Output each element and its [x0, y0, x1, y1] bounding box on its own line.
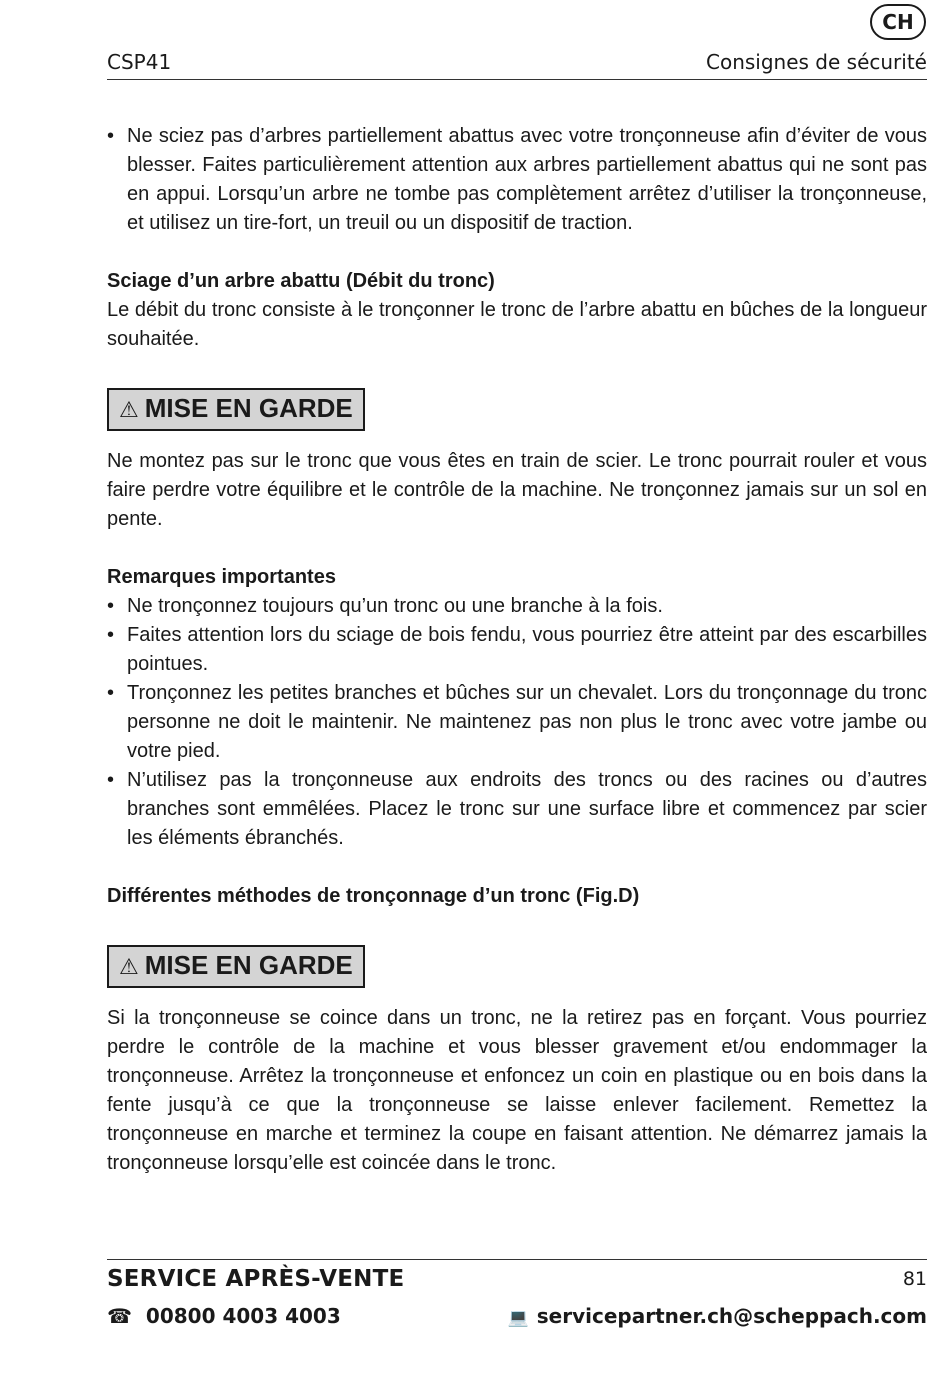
- list-item: • Ne sciez pas d’arbres partiellement abattus avec votre tronçonneuse afin d’éviter de vous blesser. Faites particulièrement attention aux arbres partiellement abattus qui ne sont pas en appui. Lorsqu’un arbre ne tombe pas complètement arrêtez d’utiliser la tronçonneuse, et utilisez un tire-fort, un treuil ou un dispositif de traction.: [107, 122, 927, 238]
- list-item: • Faites attention lors du sciage de bois fendu, vous pourriez être atteint par des escarbilles pointues.: [107, 621, 927, 679]
- warning-icon: ⚠: [119, 398, 139, 423]
- laptop-icon: 💻: [507, 1308, 529, 1328]
- warning-icon: ⚠: [119, 955, 139, 980]
- warning-box: [107, 388, 365, 431]
- email-address: servicepartner.ch@scheppach.com: [536, 1304, 927, 1328]
- phone-contact: [107, 1304, 341, 1328]
- section-title: Consignes de sécurité: [706, 50, 927, 74]
- list-item: • N’utilisez pas la tronçonneuse aux endroits des troncs ou des racines ou d’autres branches sont emmêlées. Placez le tronc sur une surface libre et commencez par scier les éléments ébranchés.: [107, 766, 927, 853]
- section-heading-remarques: Remarques importantes: [107, 566, 336, 588]
- footer-divider: [107, 1259, 927, 1260]
- header-divider: [107, 79, 927, 80]
- section-heading-sciage: Sciage d’un arbre abattu (Débit du tronc): [107, 270, 495, 292]
- page-content: [107, 122, 927, 1178]
- country-badge: CH: [870, 4, 926, 40]
- warning-box: [107, 945, 365, 988]
- warning-label: MISE EN GARDE: [144, 393, 353, 423]
- paragraph-sciage: Le débit du tronc consiste à le tronçonner le tronc de l’arbre abattu en bûches de la longueur souhaitée.: [107, 299, 927, 350]
- service-title: SERVICE APRÈS-VENTE: [107, 1266, 405, 1292]
- section-heading-methodes: Différentes méthodes de tronçonnage d’un tronc (Fig.D): [107, 885, 640, 907]
- warning-label: MISE EN GARDE: [144, 950, 353, 980]
- paragraph-warning-2: Si la tronçonneuse se coince dans un tronc, ne la retirez pas en forçant. Vous pourriez perdre le contrôle de la machine et vous blesser gravement et/ou endommager la tronçonneuse. Arrêtez la tronçonneuse et enfoncez un coin en plastique ou en bois dans la fente jusqu’à ce que la tronçonneuse se laisse enlever facilement. Remettez la tronçonneuse en marche et terminez la coupe en faisant attention. Ne démarrez jamais la tronçonneuse lorsqu’elle est coincée dans le tronc.: [107, 1007, 927, 1174]
- list-item: • Tronçonnez les petites branches et bûches sur un chevalet. Lors du tronçonnage du tronc personne ne doit le maintenir. Ne maintenez pas non plus le tronc avec votre jambe ou votre pied.: [107, 679, 927, 766]
- intro-list: [107, 122, 927, 238]
- email-contact: [508, 1304, 927, 1328]
- list-item: • Ne tronçonnez toujours qu’un tronc ou une branche à la fois.: [107, 592, 927, 621]
- remarques-list: [107, 592, 927, 853]
- page-number: 81: [902, 1268, 927, 1290]
- phone-number: 00800 4003 4003: [145, 1304, 341, 1328]
- phone-icon: ☎: [107, 1304, 132, 1328]
- model-label: CSP41: [107, 50, 172, 74]
- paragraph-warning-1: Ne montez pas sur le tronc que vous êtes en train de scier. Le tronc pourrait rouler et vous faire perdre votre équilibre et le contrôle de la machine. Ne tronçonnez jamais sur un sol en pente.: [107, 450, 927, 530]
